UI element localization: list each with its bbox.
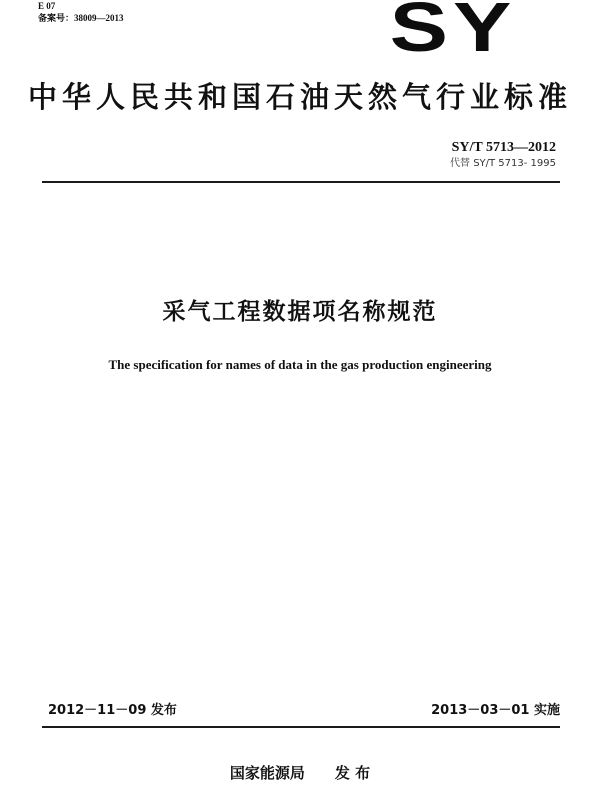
standard-number: SY/T 5713—2012 bbox=[451, 140, 556, 155]
publisher-action: 发 布 bbox=[334, 764, 371, 782]
filing-number: 备案号：38009—2013 bbox=[38, 13, 124, 23]
replaces-standard: 代替 SY/T 5713- 1995 bbox=[450, 158, 556, 169]
sy-logo: SY bbox=[389, 0, 516, 66]
industry-standard-title: 中华人民共和国石油天然气行业标准 bbox=[27, 80, 572, 114]
implementation-date: 2013－03－01 实施 bbox=[431, 703, 560, 718]
bottom-divider bbox=[42, 726, 560, 728]
issue-date: 2012－11－09 发布 bbox=[48, 703, 177, 718]
document-title: 采气工程数据项名称规范 bbox=[162, 299, 438, 325]
publisher-name: 国家能源局 bbox=[229, 764, 305, 782]
ics-code: E 07 bbox=[38, 1, 56, 11]
top-divider bbox=[42, 181, 560, 183]
publisher-line bbox=[0, 764, 600, 782]
document-title-english: The specification for names of data in the gas production engineering bbox=[108, 357, 492, 372]
